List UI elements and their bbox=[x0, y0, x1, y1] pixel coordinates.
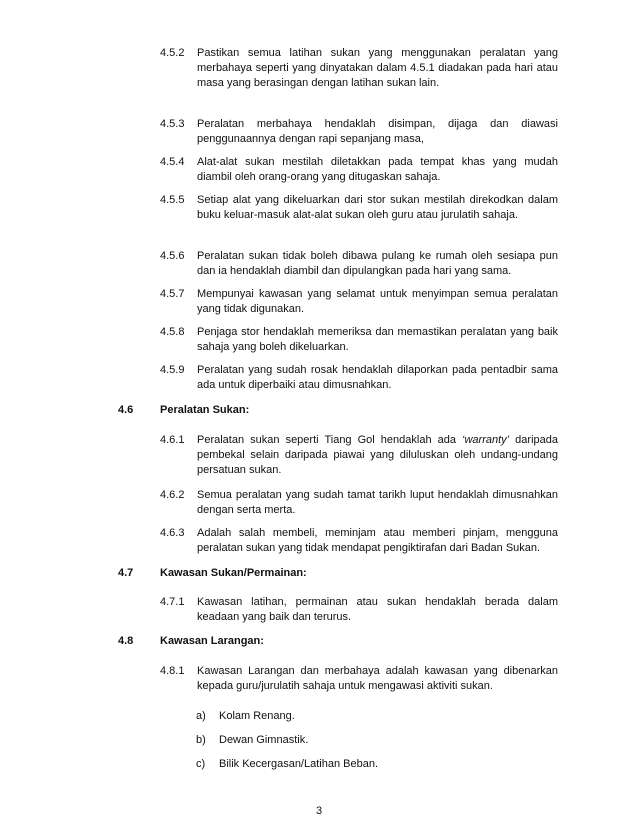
page-number: 3 bbox=[315, 805, 323, 817]
section-heading-4-8 bbox=[118, 634, 264, 649]
clause-text-end: daripada pembekal selain daripada piawai yang diluluskan oleh undang-undang persatuan sukan. bbox=[197, 434, 558, 476]
clause-4-5-3 bbox=[160, 117, 558, 147]
clause-4-5-6 bbox=[160, 249, 558, 279]
list-item-text: Dewan Gimnastik. bbox=[219, 734, 309, 746]
clause-number: 4.5.8 bbox=[160, 326, 185, 338]
clause-4-5-5 bbox=[160, 193, 558, 223]
clause-number: 4.6.2 bbox=[160, 489, 185, 501]
clause-4-7-1 bbox=[160, 595, 558, 625]
clause-text: Kawasan Larangan dan merbahaya adalah kawasan yang dibenarkan kepada guru/jurulatih sahaja untuk mengawasi aktiviti sukan. bbox=[197, 665, 558, 692]
clause-text: Peralatan yang sudah rosak hendaklah dilaporkan pada pentadbir sama ada untuk diperbaiki atau dimusnahkan. bbox=[197, 364, 558, 391]
clause-4-5-4 bbox=[160, 155, 558, 185]
list-item-text: Bilik Kecergasan/Latihan Beban. bbox=[219, 758, 378, 770]
clause-text: Penjaga stor hendaklah memeriksa dan memastikan peralatan yang baik sahaja yang boleh dikeluarkan. bbox=[197, 326, 558, 353]
clause-4-5-2 bbox=[160, 46, 558, 91]
section-heading-4-7 bbox=[118, 566, 307, 581]
list-item bbox=[196, 733, 308, 748]
clause-text: Setiap alat yang dikeluarkan dari stor sukan mestilah direkodkan dalam buku keluar-masuk alat-alat sukan oleh guru atau jurulatih sahaja. bbox=[197, 194, 558, 221]
clause-text: Peralatan merbahaya hendaklah disimpan, dijaga dan diawasi penggunaannya dengan rapi sepanjang masa, bbox=[197, 118, 558, 145]
list-item bbox=[196, 709, 295, 724]
clause-number: 4.5.7 bbox=[160, 288, 185, 300]
clause-text: Alat-alat sukan mestilah diletakkan pada tempat khas yang mudah diambil oleh orang-orang yang ditugaskan sahaja. bbox=[197, 156, 558, 183]
section-title: Kawasan Larangan: bbox=[160, 635, 264, 647]
clause-number: 4.7.1 bbox=[160, 596, 185, 608]
section-number: 4.6 bbox=[118, 404, 134, 416]
clause-text: Peralatan sukan tidak boleh dibawa pulang ke rumah oleh sesiapa pun dan ia hendaklah diambil dan dipulangkan pada hari yang sama. bbox=[197, 250, 558, 277]
clause-number: 4.5.3 bbox=[160, 118, 185, 130]
section-number: 4.7 bbox=[118, 567, 134, 579]
clause-text: Kawasan latihan, permainan atau sukan hendaklah berada dalam keadaan yang baik dan terurus. bbox=[197, 596, 558, 623]
clause-number: 4.6.1 bbox=[160, 434, 185, 446]
list-item bbox=[196, 757, 378, 772]
clause-4-5-8 bbox=[160, 325, 558, 355]
clause-number: 4.5.6 bbox=[160, 250, 185, 262]
list-item-label: b) bbox=[196, 734, 206, 746]
clause-text: Pastikan semua latihan sukan yang menggunakan peralatan yang merbahaya seperti yang dinyatakan dalam 4.5.1 diadakan pada hari atau masa yang berasingan dengan latihan sukan lain. bbox=[197, 47, 558, 89]
clause-text: Semua peralatan yang sudah tamat tarikh luput hendaklah dimusnahkan dengan serta merta. bbox=[197, 489, 558, 516]
clause-4-6-2 bbox=[160, 488, 558, 518]
clause-4-6-3 bbox=[160, 526, 558, 556]
clause-4-8-1 bbox=[160, 664, 558, 694]
clause-number: 4.8.1 bbox=[160, 665, 185, 677]
clause-4-5-9 bbox=[160, 363, 558, 393]
clause-4-6-1 bbox=[160, 433, 558, 478]
section-number: 4.8 bbox=[118, 635, 134, 647]
clause-number: 4.5.2 bbox=[160, 47, 185, 59]
section-title: Kawasan Sukan/Permainan: bbox=[160, 567, 307, 579]
clause-text: Adalah salah membeli, meminjam atau memberi pinjam, mengguna peralatan sukan yang tidak mendapat pengiktirafan dari Badan Sukan. bbox=[197, 527, 558, 554]
clause-4-5-7 bbox=[160, 287, 558, 317]
list-item-label: a) bbox=[196, 710, 206, 722]
section-title: Peralatan Sukan: bbox=[160, 404, 250, 416]
clause-text bbox=[197, 433, 558, 478]
warranty-term: ‘warranty’ bbox=[462, 434, 510, 446]
clause-number: 4.5.4 bbox=[160, 156, 185, 168]
clause-number: 4.5.9 bbox=[160, 364, 185, 376]
list-item-text: Kolam Renang. bbox=[219, 710, 295, 722]
list-item-label: c) bbox=[196, 758, 206, 770]
section-heading-4-6 bbox=[118, 403, 249, 418]
clause-text: Mempunyai kawasan yang selamat untuk menyimpan semua peralatan yang tidak digunakan. bbox=[197, 288, 558, 315]
clause-text-start: Peralatan sukan seperti Tiang Gol hendaklah ada bbox=[197, 434, 463, 446]
clause-number: 4.5.5 bbox=[160, 194, 185, 206]
clause-number: 4.6.3 bbox=[160, 527, 185, 539]
